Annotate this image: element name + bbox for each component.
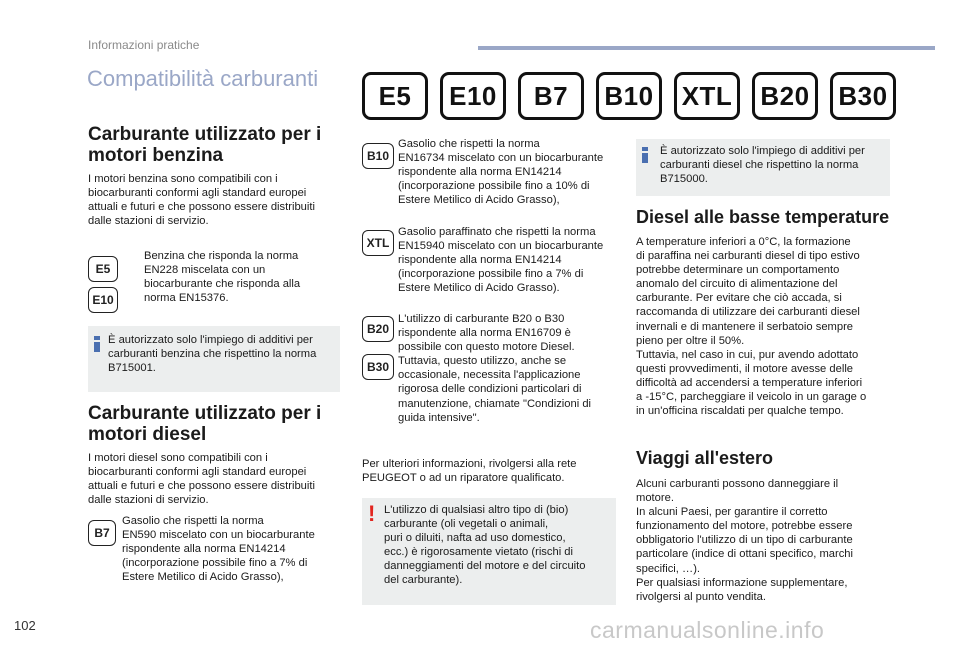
fuel-badge-e10: E10 [440,72,506,120]
travel-abroad-text: Alcuni carburanti possono danneggiare il motore. In alcuni Paesi, per garantire il corretto funzionamento del motore, potrebbe essere obbligatorio l'utilizzo di un tipo di carburante particolare (indice di ottani specifico, marchi specifici, …). Per qualsiasi informazione supplementare, rivolgersi al punto vendita. [636,478,854,603]
petrol-heading: Carburante utilizzato per i motori benzina [88,124,322,166]
diesel-heading: Carburante utilizzato per i motori diesel [88,403,322,445]
section-header: Informazioni pratiche [88,38,200,52]
warning-icon: ! [368,501,376,526]
b7-description: Gasolio che rispetti la norma EN590 miscelato con un biocarburante rispondente alla norma EN14214 (incorporazione possibile fino a 7% di Estere Metilico di Acido Grasso), [122,515,315,584]
badge-b30: B30 [362,354,394,380]
info-icon [642,147,648,163]
page-number: 102 [14,618,36,633]
watermark: carmanualsonline.info [590,617,825,643]
badge-b20: B20 [362,316,394,342]
fuel-badge-b7: B7 [518,72,584,120]
xtl-description: Gasolio paraffinato che rispetti la norma EN15940 miscelato con un biocarburante rispondente alla norma EN14214 (incorporazione possibile fino a 7% di Estere Metilico di Acido Grasso). [398,226,604,295]
info-icon [94,336,100,352]
cold-temperature-heading: Diesel alle basse temperature [636,207,890,227]
fuel-badge-b20: B20 [752,72,818,120]
badge-e5: E5 [88,256,118,282]
badge-b10: B10 [362,143,394,169]
badge-b7: B7 [88,520,116,546]
petrol-additive-info-box: È autorizzato solo l'impiego di additivi per carburanti benzina che rispettino la norma B715001. [88,326,340,392]
fuel-badge-row [362,72,896,120]
petrol-intro: I motori benzina sono compatibili con i biocarburanti conformi agli standard europei attuali e futuri e che possono essere distribuiti dalle stazioni di servizio. [88,173,315,228]
badge-xtl: XTL [362,230,394,256]
b10-description: Gasolio che rispetti la norma EN16734 miscelato con un biocarburante rispondente alla norma EN14214 (incorporazione possibile fino a 10% di Estere Metilico di Acido Grasso), [398,138,604,207]
b20-b30-description: L'utilizzo di carburante B20 o B30 rispondente alla norma EN16709 è possibile con questo motore Diesel. Tuttavia, questo utilizzo, anche se occasionale, necessita l'applicazione rigorosa delle condizioni particolari di manutenzione, chiamate "Condizioni di guida intensive". [398,313,592,424]
fuel-warning-box: ! L'utilizzo di qualsiasi altro tipo di (bio) carburante (oli vegetali o animali, puri o diluiti, nafta ad uso domestico, ecc.) è rigorosamente vietato (rischi di danneggiamenti del motore e del circuito del carburante). [362,498,616,605]
header-rule [478,46,935,50]
page-title: Compatibilità carburanti [87,66,319,91]
travel-abroad-heading: Viaggi all'estero [636,448,774,468]
more-info-text: Per ulteriori informazioni, rivolgersi alla rete PEUGEOT o ad un riparatore qualificato. [362,458,577,485]
cold-temperature-text: A temperature inferiori a 0°C, la formazione di paraffina nei carburanti diesel di tipo estivo potrebbe determinare un comportamento anomalo del circuito di alimentazione del carburante. Per evitare che ciò accada, si raccomanda di utilizzare dei carburanti diesel invernali e di mantenere il serbatoio sempre pieno per oltre il 50%. Tuttavia, nel caso in cui, pur avendo adottato questi provvedimenti, il motore avesse delle difficoltà ad accendersi a temperature inferiori a -15°C, parcheggiare il veicolo in un garage o in un'officina riscaldati per qualche tempo. [636,236,867,418]
fuel-badge-e5: E5 [362,72,428,120]
e5-e10-description: Benzina che risponda la norma EN228 miscelata con un biocarburante che risponda alla norma EN15376. [144,250,301,305]
diesel-intro: I motori diesel sono compatibili con i biocarburanti conformi agli standard europei attuali e futuri e che possono essere distribuiti dalle stazioni di servizio. [88,452,315,507]
fuel-badge-b10: B10 [596,72,662,120]
fuel-badge-xtl: XTL [674,72,740,120]
diesel-additive-info-box: È autorizzato solo l'impiego di additivi per carburanti diesel che rispettino la norma B715000. [636,139,890,196]
badge-e10: E10 [88,287,118,313]
fuel-badge-b30: B30 [830,72,896,120]
